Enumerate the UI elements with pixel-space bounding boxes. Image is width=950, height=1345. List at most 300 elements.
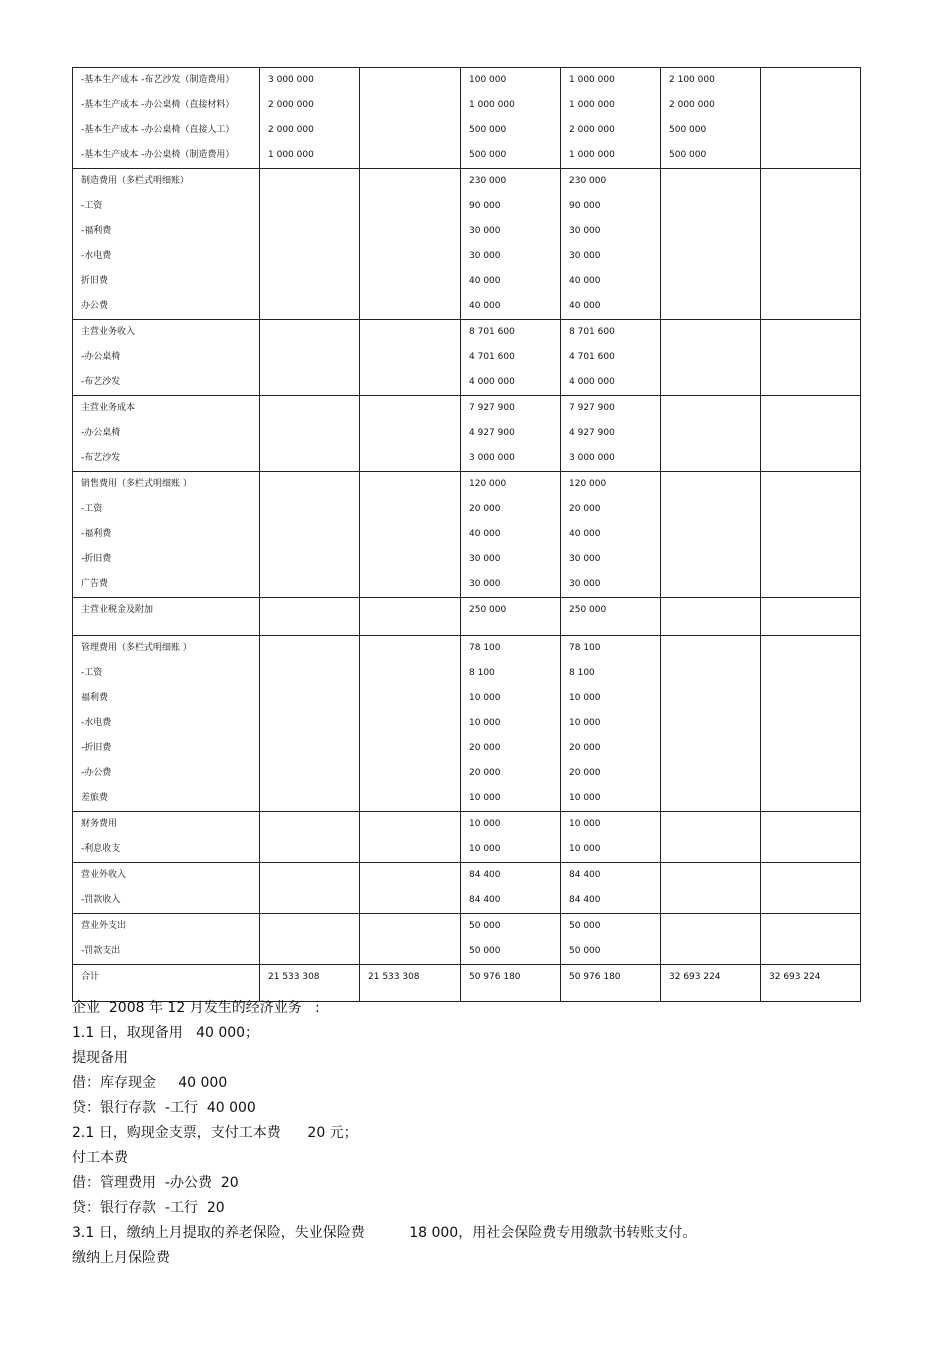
cell-col-2 <box>260 370 360 396</box>
cell-col-6 <box>661 811 761 837</box>
cell-col-6 <box>661 472 761 498</box>
cell-col-3 <box>360 862 461 888</box>
cell-account-name: 折旧费 <box>73 269 260 294</box>
cell-col-3 <box>360 320 461 346</box>
cell-col-5: 20 000 <box>561 736 661 761</box>
cell-col-6 <box>661 837 761 863</box>
cell-col-2 <box>260 661 360 686</box>
cell-col-4: 20 000 <box>461 497 561 522</box>
cell-col-4: 4 000 000 <box>461 370 561 396</box>
cell-col-2 <box>260 635 360 661</box>
table-row <box>73 497 861 522</box>
cell-col-3 <box>360 811 461 837</box>
cell-col-3 <box>360 194 461 219</box>
cell-account-name: -利息收支 <box>73 837 260 863</box>
cell-col-4: 10 000 <box>461 711 561 736</box>
note-line: 贷：银行存款 -工行 20 <box>72 1200 225 1216</box>
account-group <box>73 68 861 169</box>
cell-col-5: 1 000 000 <box>561 93 661 118</box>
cell-col-7 <box>761 522 861 547</box>
cell-col-4: 30 000 <box>461 219 561 244</box>
cell-col-6 <box>661 888 761 914</box>
table-row <box>73 635 861 661</box>
cell-col-5: 1 000 000 <box>561 68 661 94</box>
cell-account-name: -福利费 <box>73 219 260 244</box>
cell-col-2 <box>260 497 360 522</box>
table-row <box>73 68 861 94</box>
table-row <box>73 396 861 422</box>
cell-col-6 <box>661 761 761 786</box>
cell-col-4: 78 100 <box>461 635 561 661</box>
cell-account-name: -水电费 <box>73 711 260 736</box>
cell-col-6 <box>661 598 761 624</box>
cell-col-2 <box>260 421 360 446</box>
cell-col-2 <box>260 939 360 965</box>
cell-account-name: -折旧费 <box>73 736 260 761</box>
cell-empty <box>561 623 661 635</box>
cell-col-5: 20 000 <box>561 761 661 786</box>
cell-col-7 <box>761 194 861 219</box>
cell-col-5: 40 000 <box>561 294 661 320</box>
table-row <box>73 711 861 736</box>
cell-col-4: 40 000 <box>461 269 561 294</box>
cell-account-name: -工资 <box>73 661 260 686</box>
cell-col-7 <box>761 93 861 118</box>
cell-col-5: 10 000 <box>561 711 661 736</box>
cell-col-6 <box>661 711 761 736</box>
cell-col-7 <box>761 219 861 244</box>
cell-col-4: 30 000 <box>461 547 561 572</box>
cell-col-4: 7 927 900 <box>461 396 561 422</box>
cell-col-7 <box>761 118 861 143</box>
cell-col-2 <box>260 736 360 761</box>
cell-col-4: 84 400 <box>461 888 561 914</box>
cell-col-3 <box>360 939 461 965</box>
cell-col-4: 120 000 <box>461 472 561 498</box>
cell-col-2 <box>260 913 360 939</box>
cell-col-7 <box>761 862 861 888</box>
cell-account-name: -水电费 <box>73 244 260 269</box>
cell-account-name: -基本生产成本 -办公桌椅（直接人工） <box>73 118 260 143</box>
cell-col-3 <box>360 736 461 761</box>
cell-col-4: 500 000 <box>461 118 561 143</box>
note-line: 企业 2008 年 12 月发生的经济业务 : <box>72 1000 320 1016</box>
table-row <box>73 572 861 598</box>
cell-col-5: 2 000 000 <box>561 118 661 143</box>
cell-col-7 <box>761 421 861 446</box>
cell-col-7 <box>761 661 861 686</box>
cell-col-5: 230 000 <box>561 169 661 195</box>
cell-col-4: 100 000 <box>461 68 561 94</box>
account-group <box>73 169 861 320</box>
note-line: 贷：银行存款 -工行 40 000 <box>72 1100 256 1116</box>
table-row <box>73 294 861 320</box>
cell-col-5: 50 000 <box>561 939 661 965</box>
cell-col-6 <box>661 497 761 522</box>
cell-col-7 <box>761 913 861 939</box>
cell-col-3 <box>360 118 461 143</box>
cell-account-name: 办公费 <box>73 294 260 320</box>
cell-empty <box>360 623 461 635</box>
note-line: 2.1 日，购现金支票，支付工本费 20 元； <box>72 1125 358 1141</box>
cell-col-5: 50 976 180 <box>561 964 661 1001</box>
cell-col-7 <box>761 169 861 195</box>
cell-col-2: 3 000 000 <box>260 68 360 94</box>
cell-col-7 <box>761 370 861 396</box>
cell-col-2: 1 000 000 <box>260 143 360 169</box>
cell-col-4: 500 000 <box>461 143 561 169</box>
ledger-table <box>72 67 861 1002</box>
cell-col-6 <box>661 169 761 195</box>
cell-col-3 <box>360 446 461 472</box>
account-group <box>73 396 861 472</box>
cell-col-4: 90 000 <box>461 194 561 219</box>
cell-col-3 <box>360 888 461 914</box>
cell-col-2: 21 533 308 <box>260 964 360 1001</box>
cell-col-2: 2 000 000 <box>260 93 360 118</box>
table-row <box>73 661 861 686</box>
cell-col-2 <box>260 446 360 472</box>
table-row <box>73 862 861 888</box>
cell-col-6: 2 100 000 <box>661 68 761 94</box>
cell-col-7 <box>761 143 861 169</box>
cell-col-7 <box>761 811 861 837</box>
account-group <box>73 811 861 862</box>
cell-col-6: 500 000 <box>661 143 761 169</box>
cell-col-7 <box>761 686 861 711</box>
cell-col-3 <box>360 661 461 686</box>
cell-col-5: 250 000 <box>561 598 661 624</box>
cell-col-3 <box>360 547 461 572</box>
cell-col-4: 40 000 <box>461 522 561 547</box>
cell-account-name: 管理费用（多栏式明细账 ） <box>73 635 260 661</box>
cell-col-2 <box>260 547 360 572</box>
table-row <box>73 93 861 118</box>
cell-col-5: 84 400 <box>561 888 661 914</box>
cell-col-5: 78 100 <box>561 635 661 661</box>
cell-col-3 <box>360 68 461 94</box>
cell-col-2 <box>260 396 360 422</box>
cell-col-7 <box>761 320 861 346</box>
table-row <box>73 786 861 812</box>
cell-col-3 <box>360 244 461 269</box>
cell-col-3 <box>360 345 461 370</box>
cell-col-6: 2 000 000 <box>661 93 761 118</box>
note-line: 缴纳上月保险费 <box>72 1250 170 1266</box>
cell-account-name: -基本生产成本 -办公桌椅（直接材料） <box>73 93 260 118</box>
cell-col-6 <box>661 862 761 888</box>
table-row <box>73 598 861 624</box>
account-group <box>73 472 861 598</box>
cell-col-5: 30 000 <box>561 244 661 269</box>
cell-account-name: -罚款支出 <box>73 939 260 965</box>
cell-col-6 <box>661 661 761 686</box>
cell-col-5: 30 000 <box>561 547 661 572</box>
cell-col-6 <box>661 786 761 812</box>
cell-col-2 <box>260 472 360 498</box>
cell-col-4: 20 000 <box>461 761 561 786</box>
table-row <box>73 269 861 294</box>
cell-col-7 <box>761 294 861 320</box>
cell-col-3 <box>360 93 461 118</box>
cell-empty <box>260 623 360 635</box>
cell-col-4: 30 000 <box>461 572 561 598</box>
cell-col-2 <box>260 888 360 914</box>
note-line: 借：库存现金 40 000 <box>72 1075 228 1091</box>
cell-account-name: 差旅费 <box>73 786 260 812</box>
cell-col-3 <box>360 572 461 598</box>
table-row <box>73 761 861 786</box>
cell-col-2: 2 000 000 <box>260 118 360 143</box>
cell-col-6 <box>661 939 761 965</box>
note-line: 提现备用 <box>72 1050 128 1066</box>
cell-col-5: 30 000 <box>561 219 661 244</box>
table-row <box>73 169 861 195</box>
cell-col-5: 84 400 <box>561 862 661 888</box>
cell-col-7 <box>761 547 861 572</box>
cell-col-5: 10 000 <box>561 837 661 863</box>
cell-col-6 <box>661 244 761 269</box>
cell-col-2 <box>260 862 360 888</box>
cell-col-7 <box>761 635 861 661</box>
cell-col-3 <box>360 913 461 939</box>
cell-account-name: 销售费用（多栏式明细账 ） <box>73 472 260 498</box>
cell-col-4: 3 000 000 <box>461 446 561 472</box>
table-row <box>73 472 861 498</box>
cell-col-7 <box>761 472 861 498</box>
cell-account-name: 制造费用（多栏式明细账） <box>73 169 260 195</box>
cell-col-7 <box>761 888 861 914</box>
note-line: 1.1 日，取现备用 40 000； <box>72 1025 260 1041</box>
table-row <box>73 345 861 370</box>
cell-account-name: -基本生产成本 -办公桌椅（制造费用） <box>73 143 260 169</box>
cell-col-2 <box>260 320 360 346</box>
cell-col-5: 8 701 600 <box>561 320 661 346</box>
cell-account-name: -罚款收入 <box>73 888 260 914</box>
table-row <box>73 446 861 472</box>
cell-col-2 <box>260 345 360 370</box>
cell-col-6: 500 000 <box>661 118 761 143</box>
cell-col-3 <box>360 598 461 624</box>
cell-account-name: -办公桌椅 <box>73 421 260 446</box>
cell-col-3 <box>360 635 461 661</box>
account-group <box>73 862 861 913</box>
cell-col-5: 10 000 <box>561 686 661 711</box>
cell-col-2 <box>260 786 360 812</box>
table-row <box>73 522 861 547</box>
cell-col-3 <box>360 269 461 294</box>
cell-col-2 <box>260 686 360 711</box>
cell-col-5: 30 000 <box>561 572 661 598</box>
table-row <box>73 547 861 572</box>
cell-col-7 <box>761 711 861 736</box>
cell-col-3 <box>360 472 461 498</box>
spacer-row <box>73 623 861 635</box>
cell-account-name: 主营业税金及附加 <box>73 598 260 624</box>
cell-col-4: 10 000 <box>461 786 561 812</box>
cell-col-2 <box>260 598 360 624</box>
cell-col-2 <box>260 194 360 219</box>
cell-col-5: 50 000 <box>561 913 661 939</box>
cell-col-2 <box>260 244 360 269</box>
cell-col-5: 3 000 000 <box>561 446 661 472</box>
cell-col-6 <box>661 547 761 572</box>
cell-col-4: 4 701 600 <box>461 345 561 370</box>
cell-col-3 <box>360 522 461 547</box>
cell-col-6 <box>661 421 761 446</box>
table-row <box>73 118 861 143</box>
table-row <box>73 837 861 863</box>
cell-col-6 <box>661 913 761 939</box>
cell-col-7 <box>761 939 861 965</box>
cell-empty <box>761 623 861 635</box>
cell-col-4: 1 000 000 <box>461 93 561 118</box>
cell-account-name: 主营业务收入 <box>73 320 260 346</box>
cell-col-7: 32 693 224 <box>761 964 861 1001</box>
cell-account-name: 营业外收入 <box>73 862 260 888</box>
cell-col-5: 4 000 000 <box>561 370 661 396</box>
table-row <box>73 194 861 219</box>
cell-col-4: 20 000 <box>461 736 561 761</box>
cell-col-4: 50 976 180 <box>461 964 561 1001</box>
cell-col-5: 120 000 <box>561 472 661 498</box>
table-row <box>73 421 861 446</box>
cell-col-2 <box>260 219 360 244</box>
cell-col-3 <box>360 786 461 812</box>
cell-col-4: 250 000 <box>461 598 561 624</box>
table-row <box>73 219 861 244</box>
cell-col-4: 50 000 <box>461 939 561 965</box>
cell-col-7 <box>761 598 861 624</box>
cell-account-name: 主营业务成本 <box>73 396 260 422</box>
cell-col-2 <box>260 761 360 786</box>
cell-col-5: 20 000 <box>561 497 661 522</box>
cell-account-name: 财务费用 <box>73 811 260 837</box>
cell-col-6 <box>661 736 761 761</box>
note-line: 付工本费 <box>72 1150 128 1166</box>
cell-col-7 <box>761 497 861 522</box>
cell-col-2 <box>260 294 360 320</box>
cell-account-name: -基本生产成本 -布艺沙发（制造费用） <box>73 68 260 94</box>
cell-col-3 <box>360 396 461 422</box>
cell-col-6 <box>661 194 761 219</box>
account-group <box>73 598 861 636</box>
cell-col-6 <box>661 396 761 422</box>
cell-col-7 <box>761 345 861 370</box>
table-row <box>73 888 861 914</box>
cell-col-6 <box>661 686 761 711</box>
cell-col-7 <box>761 68 861 94</box>
cell-col-3: 21 533 308 <box>360 964 461 1001</box>
cell-col-2 <box>260 522 360 547</box>
table-row <box>73 913 861 939</box>
table-row <box>73 244 861 269</box>
cell-col-5: 8 100 <box>561 661 661 686</box>
cell-col-7 <box>761 837 861 863</box>
cell-col-5: 4 701 600 <box>561 345 661 370</box>
cell-col-3 <box>360 497 461 522</box>
cell-col-3 <box>360 370 461 396</box>
cell-col-4: 10 000 <box>461 686 561 711</box>
cell-col-6 <box>661 370 761 396</box>
cell-account-name: 广告费 <box>73 572 260 598</box>
cell-col-6 <box>661 294 761 320</box>
cell-col-3 <box>360 219 461 244</box>
cell-col-6 <box>661 320 761 346</box>
cell-col-2 <box>260 169 360 195</box>
cell-col-5: 90 000 <box>561 194 661 219</box>
table-row <box>73 736 861 761</box>
cell-col-4: 10 000 <box>461 837 561 863</box>
cell-col-4: 30 000 <box>461 244 561 269</box>
cell-col-3 <box>360 837 461 863</box>
cell-account-name: 福利费 <box>73 686 260 711</box>
cell-col-6 <box>661 269 761 294</box>
cell-col-2 <box>260 572 360 598</box>
table-row <box>73 811 861 837</box>
cell-col-4: 230 000 <box>461 169 561 195</box>
note-line: 3.1 日，缴纳上月提取的养老保险，失业保险费 18 000，用社会保险费专用缴款书转账支付。 <box>72 1225 697 1241</box>
cell-col-2 <box>260 711 360 736</box>
cell-col-4: 8 701 600 <box>461 320 561 346</box>
cell-col-7 <box>761 761 861 786</box>
cell-col-4: 4 927 900 <box>461 421 561 446</box>
note-line: 借：管理费用 -办公费 20 <box>72 1175 239 1191</box>
table-row <box>73 686 861 711</box>
cell-col-4: 40 000 <box>461 294 561 320</box>
cell-col-2 <box>260 837 360 863</box>
table-row <box>73 320 861 346</box>
cell-account-name: -折旧费 <box>73 547 260 572</box>
account-group <box>73 913 861 964</box>
cell-col-4: 10 000 <box>461 811 561 837</box>
cell-col-7 <box>761 446 861 472</box>
cell-col-6 <box>661 522 761 547</box>
business-notes <box>72 996 932 1271</box>
cell-col-3 <box>360 711 461 736</box>
cell-col-7 <box>761 269 861 294</box>
cell-col-5: 1 000 000 <box>561 143 661 169</box>
cell-col-6: 32 693 224 <box>661 964 761 1001</box>
cell-account-name: 营业外支出 <box>73 913 260 939</box>
cell-col-7 <box>761 396 861 422</box>
cell-col-6 <box>661 572 761 598</box>
cell-col-5: 4 927 900 <box>561 421 661 446</box>
cell-col-7 <box>761 786 861 812</box>
cell-account-name: -福利费 <box>73 522 260 547</box>
cell-account-name: -工资 <box>73 194 260 219</box>
table-row <box>73 143 861 169</box>
cell-col-5: 10 000 <box>561 811 661 837</box>
cell-account-name: -办公桌椅 <box>73 345 260 370</box>
cell-col-3 <box>360 294 461 320</box>
table-row <box>73 939 861 965</box>
cell-col-3 <box>360 421 461 446</box>
cell-account-name: -布艺沙发 <box>73 370 260 396</box>
cell-empty <box>461 623 561 635</box>
cell-col-5: 10 000 <box>561 786 661 812</box>
cell-account-name: -布艺沙发 <box>73 446 260 472</box>
account-group <box>73 635 861 811</box>
cell-col-4: 84 400 <box>461 862 561 888</box>
cell-col-4: 8 100 <box>461 661 561 686</box>
cell-col-7 <box>761 244 861 269</box>
cell-col-7 <box>761 736 861 761</box>
cell-col-3 <box>360 143 461 169</box>
table-row <box>73 370 861 396</box>
cell-col-5: 7 927 900 <box>561 396 661 422</box>
cell-col-7 <box>761 572 861 598</box>
